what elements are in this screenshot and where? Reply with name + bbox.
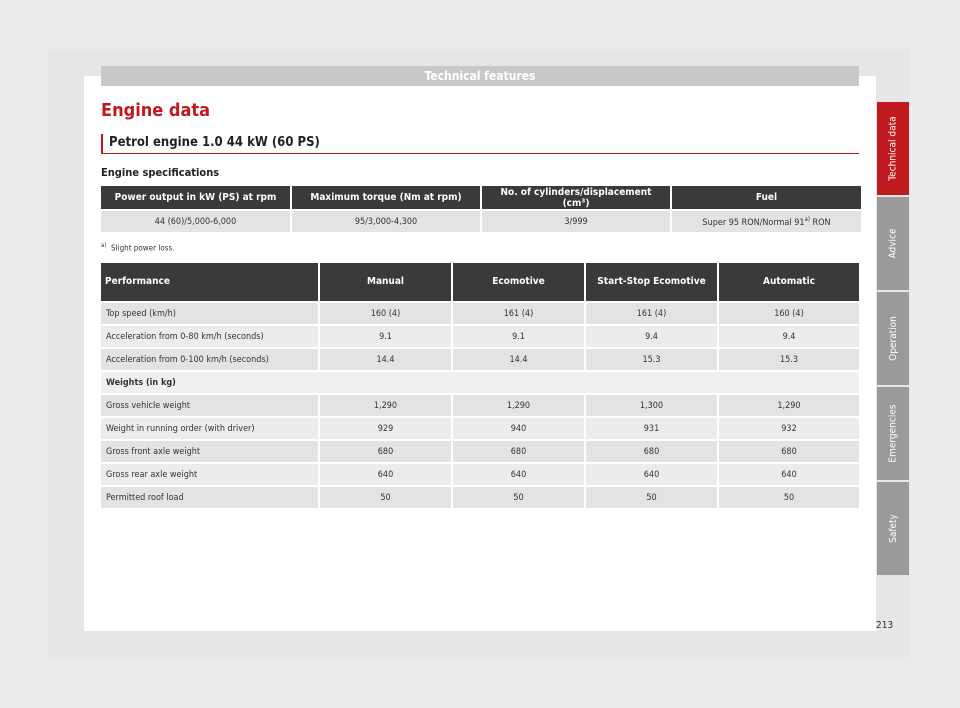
spec-cell-torque: 95/3,000-4,300 [292, 211, 480, 232]
tab-label: Safety [887, 514, 899, 543]
table-cell: 50 [453, 487, 584, 508]
header-bar: Technical features [101, 66, 859, 86]
spec-cell-power: 44 (60)/5,000-6,000 [101, 211, 290, 232]
table-cell: 1,290 [719, 395, 859, 416]
table-cell: 680 [719, 441, 859, 462]
performance-table [99, 261, 861, 510]
table-cell: 15.3 [719, 349, 859, 370]
tab-operation[interactable] [877, 292, 909, 385]
table-row [101, 418, 859, 439]
page-number: 213 [876, 620, 894, 631]
footnote-text: Slight power loss. [111, 243, 175, 253]
table-row [101, 395, 859, 416]
spec-cell-cylinders: 3/999 [482, 211, 670, 232]
table-cell: 932 [719, 418, 859, 439]
tab-technical-data[interactable] [877, 102, 909, 195]
table-cell: 640 [586, 464, 717, 485]
table-row [101, 464, 859, 485]
table-cell: 14.4 [453, 349, 584, 370]
row-label: Permitted roof load [101, 487, 318, 508]
table-cell: 940 [453, 418, 584, 439]
table-row [101, 487, 859, 508]
table-cell: 160 (4) [320, 303, 451, 324]
spec-header-fuel: Fuel [672, 186, 861, 209]
page-title: Engine data [101, 100, 211, 121]
table-cell: 14.4 [320, 349, 451, 370]
sub-heading: Engine specifications [101, 166, 220, 179]
table-cell: 161 (4) [453, 303, 584, 324]
tab-advice[interactable] [877, 197, 909, 290]
table-cell: 1,290 [453, 395, 584, 416]
perf-header-ecomotive: Ecomotive [453, 263, 584, 301]
row-label: Top speed (km/h) [101, 303, 318, 324]
spec-cell-fuel [672, 211, 861, 232]
tab-label: Emergencies [887, 404, 899, 463]
row-label: Gross front axle weight [101, 441, 318, 462]
table-cell: 680 [453, 441, 584, 462]
table-cell: 680 [320, 441, 451, 462]
table-cell: 931 [586, 418, 717, 439]
table-cell: 1,300 [586, 395, 717, 416]
perf-header-automatic: Automatic [719, 263, 859, 301]
table-cell: 9.1 [320, 326, 451, 347]
table-cell: 50 [320, 487, 451, 508]
tab-label: Technical data [887, 116, 899, 181]
spec-header-power: Power output in kW (PS) at rpm [101, 186, 290, 209]
table-row [101, 303, 859, 324]
weights-group-row [101, 372, 859, 393]
table-cell: 9.4 [719, 326, 859, 347]
table-cell: 9.4 [586, 326, 717, 347]
perf-header-manual: Manual [320, 263, 451, 301]
table-row [101, 349, 859, 370]
fuel-footnote-marker: a) [804, 215, 810, 223]
table-cell: 1,290 [320, 395, 451, 416]
row-label: Weight in running order (with driver) [101, 418, 318, 439]
table-row [101, 326, 859, 347]
table-cell: 680 [586, 441, 717, 462]
table-cell: 50 [719, 487, 859, 508]
table-cell: 161 (4) [586, 303, 717, 324]
engine-spec-table [99, 184, 863, 234]
row-label: Gross rear axle weight [101, 464, 318, 485]
table-cell: 50 [586, 487, 717, 508]
table-cell: 15.3 [586, 349, 717, 370]
fuel-suffix: RON [809, 217, 831, 228]
table-row [101, 211, 861, 232]
table-cell: 9.1 [453, 326, 584, 347]
table-cell: 640 [719, 464, 859, 485]
row-label: Acceleration from 0-100 km/h (seconds) [101, 349, 318, 370]
tab-label: Operation [887, 316, 899, 361]
spec-table-header-row [101, 186, 861, 209]
spec-header-cylinders: No. of cylinders/displacement (cm³) [482, 186, 670, 209]
table-cell: 640 [320, 464, 451, 485]
row-label: Gross vehicle weight [101, 395, 318, 416]
perf-table-header-row [101, 263, 859, 301]
table-cell: 640 [453, 464, 584, 485]
section-heading: Petrol engine 1.0 44 kW (60 PS) [101, 134, 859, 154]
spec-header-torque: Maximum torque (Nm at rpm) [292, 186, 480, 209]
table-cell: 160 (4) [719, 303, 859, 324]
tab-safety[interactable] [877, 482, 909, 575]
fuel-text: Super 95 RON/Normal 91 [702, 217, 805, 228]
weights-group-label: Weights (in kg) [101, 372, 859, 393]
perf-header-performance: Performance [101, 263, 318, 301]
row-label: Acceleration from 0-80 km/h (seconds) [101, 326, 318, 347]
tab-emergencies[interactable] [877, 387, 909, 480]
tab-label: Advice [887, 228, 899, 259]
footnote-marker: a) [101, 242, 107, 249]
side-tabs [877, 102, 909, 577]
table-cell: 929 [320, 418, 451, 439]
footnote [101, 242, 175, 253]
table-row [101, 441, 859, 462]
perf-header-start-stop: Start-Stop Ecomotive [586, 263, 717, 301]
